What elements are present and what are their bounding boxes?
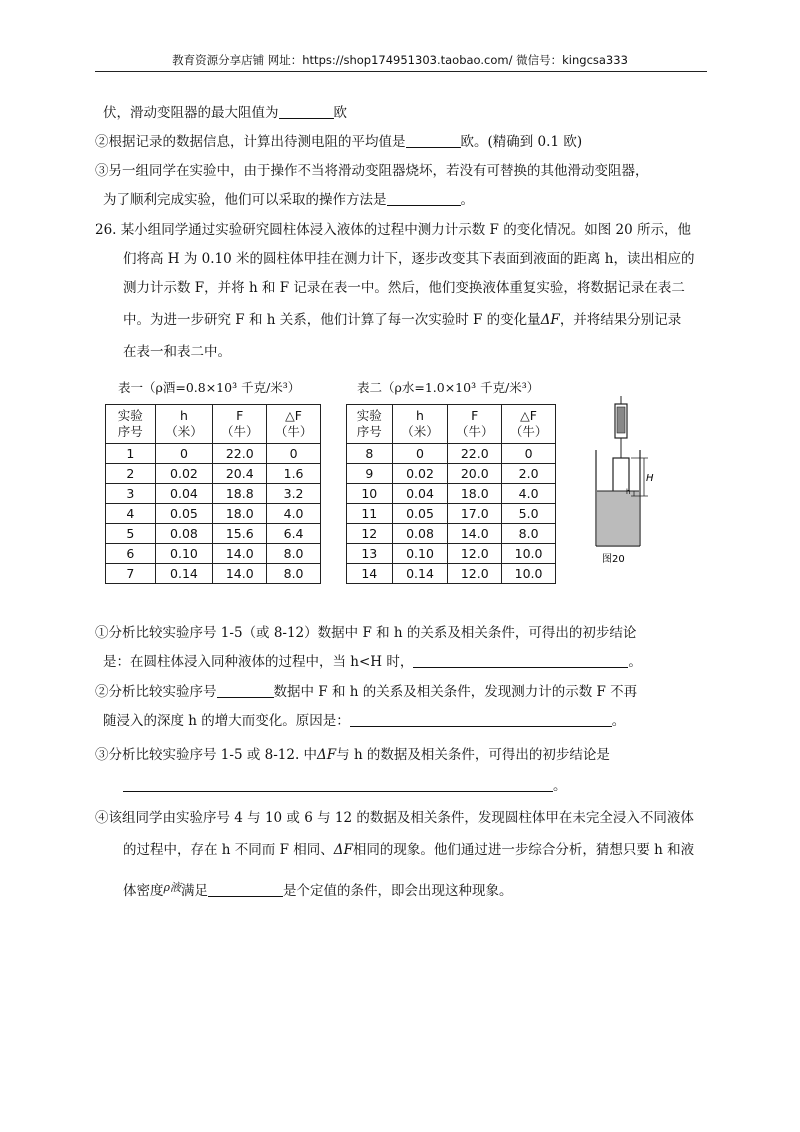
- table-cell: 14.0: [213, 544, 267, 564]
- table-cell: 5: [106, 524, 156, 544]
- table-cell: 12.0: [448, 564, 502, 584]
- s2-1b: 数据中 F 和 h 的关系及相关条件，发现测力计的示数 F 不再: [273, 684, 638, 700]
- figure-20: [588, 396, 660, 568]
- table2-header-text: （牛）: [509, 424, 548, 439]
- table-cell: 18.0: [213, 504, 267, 524]
- table-row: [347, 564, 556, 584]
- table-cell: 14: [347, 564, 393, 584]
- q26-line-4: [123, 308, 681, 328]
- s3-line-2: [123, 774, 567, 794]
- table-cell: 13: [347, 544, 393, 564]
- table-cell: 12: [347, 524, 393, 544]
- s2-line-1: [95, 680, 637, 700]
- force-gauge-icon: [615, 396, 627, 458]
- table-1: [105, 404, 321, 584]
- table-2: [346, 404, 556, 584]
- figure-H-label: H: [646, 473, 654, 484]
- table-cell: 4.0: [502, 484, 556, 504]
- table-cell: 12.0: [448, 544, 502, 564]
- table2-header-text: h: [416, 408, 424, 423]
- figure-label: 图20: [602, 554, 625, 565]
- table-cell: 0.10: [155, 544, 213, 564]
- s4-3a: 体密度: [123, 883, 164, 899]
- l2a: ②根据记录的数据信息，计算出待测电阻的平均值是: [95, 134, 406, 150]
- s2-line-2: [103, 709, 625, 729]
- text-line-2: [95, 130, 582, 150]
- s4-3b: 满足: [180, 883, 208, 899]
- l4b: 。: [460, 192, 474, 208]
- table-cell: 0.04: [392, 484, 448, 504]
- delta-f-symbol: ΔF: [540, 312, 560, 328]
- table-cell: 1.6: [267, 464, 321, 484]
- s3-2b: 。: [553, 778, 567, 794]
- table2-header-cell: [347, 405, 393, 444]
- table-cell: 0.14: [155, 564, 213, 584]
- table2-header-text: 实验: [356, 408, 382, 423]
- table-cell: 5.0: [502, 504, 556, 524]
- table-cell: 3: [106, 484, 156, 504]
- text-line-1: [103, 101, 347, 121]
- s4-line-3: [123, 879, 512, 899]
- table-row: [347, 544, 556, 564]
- s4-line-1: ④该组同学由实验序号 4 与 10 或 6 与 12 的数据及相关条件，发现圆柱体甲在未完全浸入不同液体: [95, 810, 694, 826]
- answer-blank-3[interactable]: [387, 191, 461, 206]
- answer-blank-6[interactable]: [350, 712, 612, 727]
- table-row: [106, 484, 321, 504]
- s3-1b: 与 h 的数据及相关条件，可得出的初步结论是: [336, 747, 610, 763]
- delta-f-symbol: ΔF: [333, 842, 353, 858]
- q26-4b: ，并将结果分别记录: [559, 312, 682, 328]
- s4-line-2: [123, 838, 694, 858]
- table-cell: 7: [106, 564, 156, 584]
- table-cell: 2: [106, 464, 156, 484]
- rho-liquid-symbol: ρ液: [163, 881, 181, 894]
- table-cell: 0.02: [155, 464, 213, 484]
- table1-header-text: （牛）: [274, 424, 313, 439]
- table-cell: 0.10: [392, 544, 448, 564]
- table2-header-text: △F: [520, 408, 537, 423]
- table-cell: 11: [347, 504, 393, 524]
- table-row: [106, 524, 321, 544]
- table-row: [347, 464, 556, 484]
- s4-3c: 是个定值的条件，即会出现这种现象。: [282, 883, 513, 899]
- table-cell: 1: [106, 444, 156, 464]
- table-cell: 17.0: [448, 504, 502, 524]
- table-cell: 0.08: [155, 524, 213, 544]
- table-row: [106, 544, 321, 564]
- table-cell: 18.8: [213, 484, 267, 504]
- s3-line-1: [95, 743, 610, 763]
- s1-2a: 是：在圆柱体浸入同种液体的过程中，当 h<H 时，: [103, 654, 414, 670]
- table-cell: 14.0: [448, 524, 502, 544]
- table1-header-text: 实验: [117, 408, 143, 423]
- table-row: [347, 504, 556, 524]
- table1-caption: 表一（ρ酒=0.8×10³ 千克/米³）: [118, 380, 301, 395]
- answer-blank-1[interactable]: [279, 104, 334, 119]
- table-cell: 4: [106, 504, 156, 524]
- figure-h-label: h: [626, 488, 631, 496]
- table-cell: 4.0: [267, 504, 321, 524]
- table-cell: 8: [347, 444, 393, 464]
- q26-line-5: 在表一和表二中。: [123, 344, 231, 360]
- table2-header-text: F: [471, 408, 479, 423]
- table-cell: 10.0: [502, 544, 556, 564]
- table-cell: 22.0: [213, 444, 267, 464]
- table1-header-row: [106, 405, 321, 444]
- delta-f-symbol: ΔF: [317, 747, 337, 763]
- table2-header-cell: [392, 405, 448, 444]
- s2-1a: ②分析比较实验序号: [95, 684, 217, 700]
- table2-header-text: （米）: [401, 424, 439, 439]
- table-cell: 22.0: [448, 444, 502, 464]
- l2b: 欧。(精确到 0.1 欧): [460, 134, 583, 150]
- table-cell: 0.02: [392, 464, 448, 484]
- table1-header-text: 序号: [117, 424, 143, 439]
- table2-header-text: （牛）: [456, 424, 494, 439]
- table-cell: 20.0: [448, 464, 502, 484]
- s2-2b: 。: [611, 713, 626, 729]
- header-divider: [95, 71, 707, 72]
- table-cell: 10: [347, 484, 393, 504]
- q26-line-1: 26. 某小组同学通过实验研究圆柱体浸入液体的过程中测力计示数 F 的变化情况。如图 20 所示，他: [95, 222, 691, 238]
- table2-header-cell: [502, 405, 556, 444]
- l4a: 为了顺利完成实验，他们可以采取的操作方法是: [103, 192, 387, 208]
- table-cell: 0.08: [392, 524, 448, 544]
- table-cell: 8.0: [267, 544, 321, 564]
- table1-header-text: （牛）: [220, 424, 259, 439]
- s1-2b: 。: [628, 654, 642, 670]
- s4-2b: 相同的现象。他们通过进一步综合分析，猜想只要 h 和液: [352, 842, 695, 858]
- table1-header-cell: [106, 405, 156, 444]
- table-cell: 6.4: [267, 524, 321, 544]
- s1-line-1: ①分析比较实验序号 1-5（或 8-12）数据中 F 和 h 的关系及相关条件，可得出的初步结论: [95, 625, 637, 641]
- table1-header-text: △F: [285, 408, 302, 423]
- text-line-3: ③另一组同学在实验中，由于操作不当将滑动变阻器烧坏，若没有可替换的其他滑动变阻器，: [95, 163, 649, 179]
- table-cell: 10.0: [502, 564, 556, 584]
- table-cell: 8.0: [267, 564, 321, 584]
- table2-header-text: 序号: [356, 424, 382, 439]
- table-cell: 3.2: [267, 484, 321, 504]
- page-header: 教育资源分享店铺 网址：https://shop174951303.taobao.com/ 微信号：kingcsa333: [172, 53, 628, 67]
- q26-line-2: 们将高 H 为 0.10 米的圆柱体甲挂在测力计下，逐步改变其下表面到液面的距离 h，读出相应的: [123, 251, 695, 267]
- l1a: 伏，滑动变阻器的最大阻值为: [103, 105, 279, 121]
- s2-2a: 随浸入的深度 h 的增大而变化。原因是：: [103, 713, 350, 729]
- table1-header-text: h: [179, 408, 188, 423]
- q26-4a: 中。为进一步研究 F 和 h 关系，他们计算了每一次实验时 F 的变化量: [123, 312, 541, 328]
- table2-caption: 表二（ρ水=1.0×10³ 千克/米³）: [357, 380, 540, 395]
- s3-1a: ③分析比较实验序号 1-5 或 8-12. 中: [95, 747, 318, 763]
- answer-blank-2[interactable]: [406, 133, 461, 148]
- table-row: [106, 504, 321, 524]
- table-row: [106, 444, 321, 464]
- text-line-4: [103, 188, 474, 208]
- table-row: [347, 484, 556, 504]
- q26-line-3: 测力计示数 F，并将 h 和 F 记录在表一中。然后，他们变换液体重复实验，将数据记录在表二: [123, 280, 685, 296]
- l1b: 欧: [333, 105, 347, 121]
- table-row: [106, 464, 321, 484]
- table2-header-row: [347, 405, 556, 444]
- table-cell: 6: [106, 544, 156, 564]
- s4-2a: 的过程中，存在 h 不同而 F 相同、: [123, 842, 334, 858]
- answer-blank-8[interactable]: [208, 882, 283, 897]
- table-cell: 8.0: [502, 524, 556, 544]
- table1-header-cell: [213, 405, 267, 444]
- table-cell: 0.14: [392, 564, 448, 584]
- table-cell: 0.05: [155, 504, 213, 524]
- table-cell: 14.0: [213, 564, 267, 584]
- table-cell: 18.0: [448, 484, 502, 504]
- answer-blank-7[interactable]: [123, 777, 553, 792]
- table-cell: 0: [392, 444, 448, 464]
- table-row: [106, 564, 321, 584]
- table1-header-text: F: [236, 408, 244, 423]
- table1-header-cell: [155, 405, 213, 444]
- answer-blank-5[interactable]: [217, 683, 274, 698]
- table-row: [347, 524, 556, 544]
- table-cell: 0.05: [392, 504, 448, 524]
- s1-line-2: [103, 650, 642, 670]
- table2-header-cell: [448, 405, 502, 444]
- table-cell: 2.0: [502, 464, 556, 484]
- table-cell: 15.6: [213, 524, 267, 544]
- answer-blank-4[interactable]: [413, 653, 628, 668]
- table-cell: 9: [347, 464, 393, 484]
- table-row: [347, 444, 556, 464]
- table1-header-text: （米）: [165, 424, 203, 439]
- table-cell: 0.04: [155, 484, 213, 504]
- table-cell: 0: [267, 444, 321, 464]
- table1-header-cell: [267, 405, 321, 444]
- table-cell: 0: [155, 444, 213, 464]
- table-cell: 0: [502, 444, 556, 464]
- table-cell: 20.4: [213, 464, 267, 484]
